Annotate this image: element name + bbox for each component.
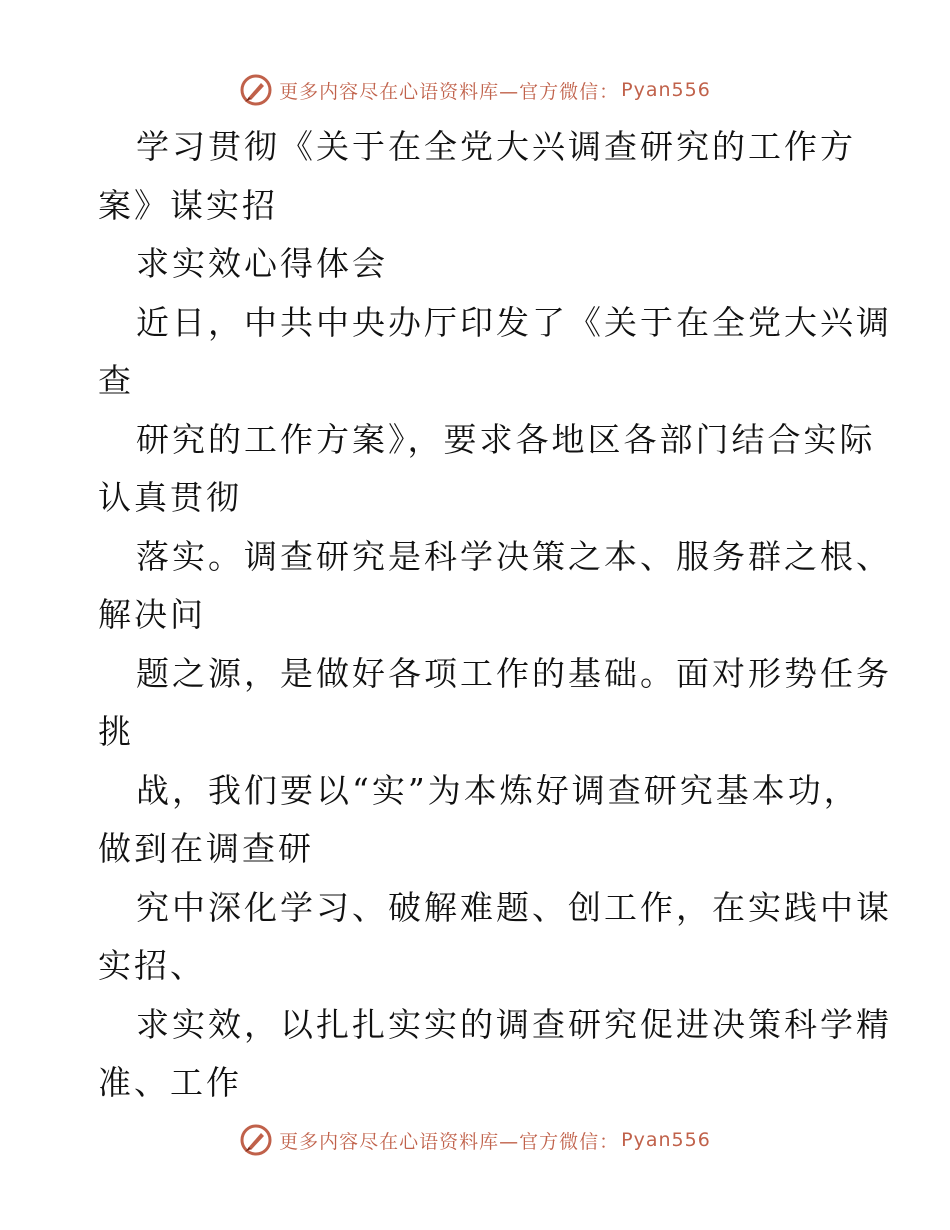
text-line: 题之源，是做好各项工作的基础。面对形势任务 — [136, 653, 892, 693]
quill-pen-logo-icon — [239, 1123, 273, 1157]
text-line: 落实。调查研究是科学决策之本、服务群之根、 — [136, 536, 892, 576]
text-line: 查 — [98, 361, 134, 400]
footer-watermark — [0, 1120, 950, 1160]
watermark-text: 更多内容尽在心语资料库—官方微信： — [279, 1130, 620, 1153]
title-line: 案》谋实招 — [98, 185, 278, 225]
text-line: 战，我们要以“实”为本炼好调查研究基本功， — [136, 770, 860, 810]
text-line: 挑 — [98, 712, 134, 751]
text-line: 求实效，以扎扎实实的调查研究促进决策科学精 — [136, 1004, 892, 1044]
text-line: 究中深化学习、破解难题、创工作，在实践中谋 — [136, 887, 892, 927]
text-line: 研究的工作方案》，要求各地区各部门结合实际 — [136, 419, 876, 459]
text-line: 实招、 — [98, 946, 206, 985]
watermark-text: 更多内容尽在心语资料库—官方微信： — [279, 80, 620, 103]
text-line: 解决问 — [98, 595, 206, 634]
watermark-account: Pyan556 — [621, 79, 711, 101]
document-body — [98, 118, 892, 1113]
text-line: 准、工作 — [98, 1063, 242, 1102]
text-line: 做到在调查研 — [98, 829, 314, 868]
text-line: 近日，中共中央办厅印发了《关于在全党大兴调 — [136, 302, 892, 342]
title-line: 学习贯彻《关于在全党大兴调查研究的工作方 — [136, 127, 856, 166]
quill-pen-logo-icon — [239, 73, 273, 107]
watermark-account: Pyan556 — [621, 1129, 711, 1151]
text-line: 认真贯彻 — [98, 478, 242, 517]
header-watermark — [0, 70, 950, 110]
subtitle-line: 求实效心得体会 — [136, 244, 388, 283]
